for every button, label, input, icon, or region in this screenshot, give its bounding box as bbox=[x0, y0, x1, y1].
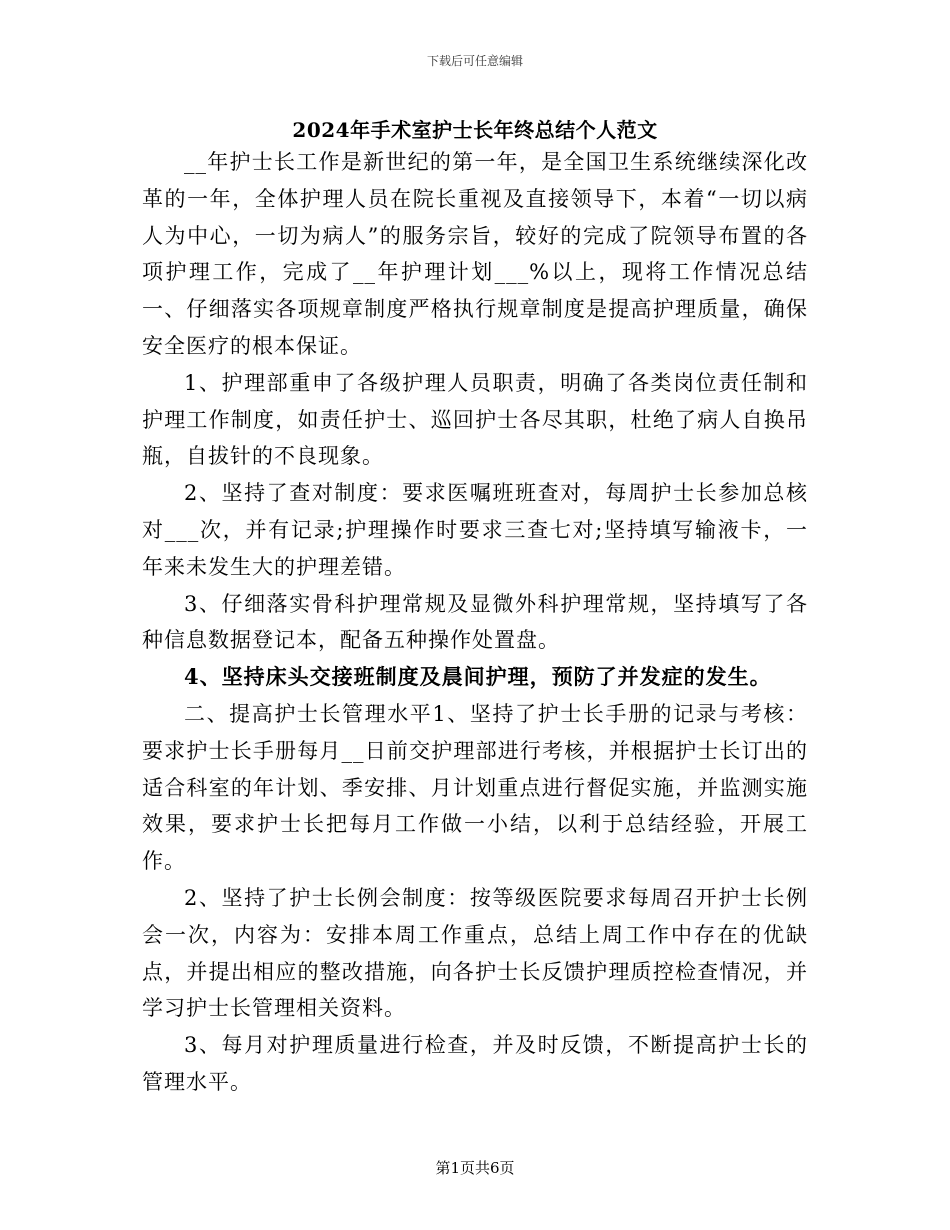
paragraph-item-2: 2、坚持了查对制度：要求医嘱班班查对，每周护士长参加总核对___次，并有记录;护理操作时要求三查七对;坚持填写输液卡，一年来未发生大的护理差错。 bbox=[142, 481, 808, 579]
paragraph-intro: __年护士长工作是新世纪的第一年，是全国卫生系统继续深化改革的一年，全体护理人员在院长重视及直接领导下，本着“一切以病人为中心，一切为病人”的服务宗旨，较好的完成了院领导布置的各项护理工作，完成了__年护理计划___%以上，现将工作情况总结一、仔细落实各项规章制度严格执行规章制度是提高护理质量，确保安全医疗的根本保证。 bbox=[142, 150, 808, 358]
document-title: 2024年手术室护士长年终总结个人范文 bbox=[292, 118, 658, 142]
paragraph-section-2-item-2: 2、坚持了护士长例会制度：按等级医院要求每周召开护士长例会一次，内容为：安排本周工作重点，总结上周工作中存在的优缺点，并提出相应的整改措施，向各护士长反馈护理质控检查情况，并学习护士长管理相关资料。 bbox=[142, 885, 808, 1021]
paragraph-section-2-item-3: 3、每月对护理质量进行检查，并及时反馈，不断提高护士长的管理水平。 bbox=[142, 1033, 808, 1094]
page-indicator: 第1页共6页 bbox=[435, 1159, 515, 1177]
paragraph-item-3: 3、仔细落实骨科护理常规及显微外科护理常规，坚持填写了各种信息数据登记本，配备五种操作处置盘。 bbox=[142, 591, 808, 653]
paragraph-section-2: 二、提高护士长管理水平1、坚持了护士长手册的记录与考核：要求护士长手册每月__日前交护理部进行考核，并根据护士长订出的适合科室的年计划、季安排、月计划重点进行督促实施，并监测实施效果，要求护士长把每月工作做一小结，以利于总结经验，开展工作。 bbox=[142, 701, 808, 874]
document-body bbox=[142, 144, 808, 1101]
paragraph-item-4: 4、坚持床头交接班制度及晨间护理，预防了并发症的发生。 bbox=[184, 664, 772, 690]
paragraph-item-1: 1、护理部重申了各级护理人员职责，明确了各类岗位责任制和护理工作制度，如责任护士、巡回护士各尽其职，杜绝了病人自换吊瓶，自拔针的不良现象。 bbox=[142, 370, 808, 469]
header-note: 下载后可任意编辑 bbox=[426, 54, 523, 68]
